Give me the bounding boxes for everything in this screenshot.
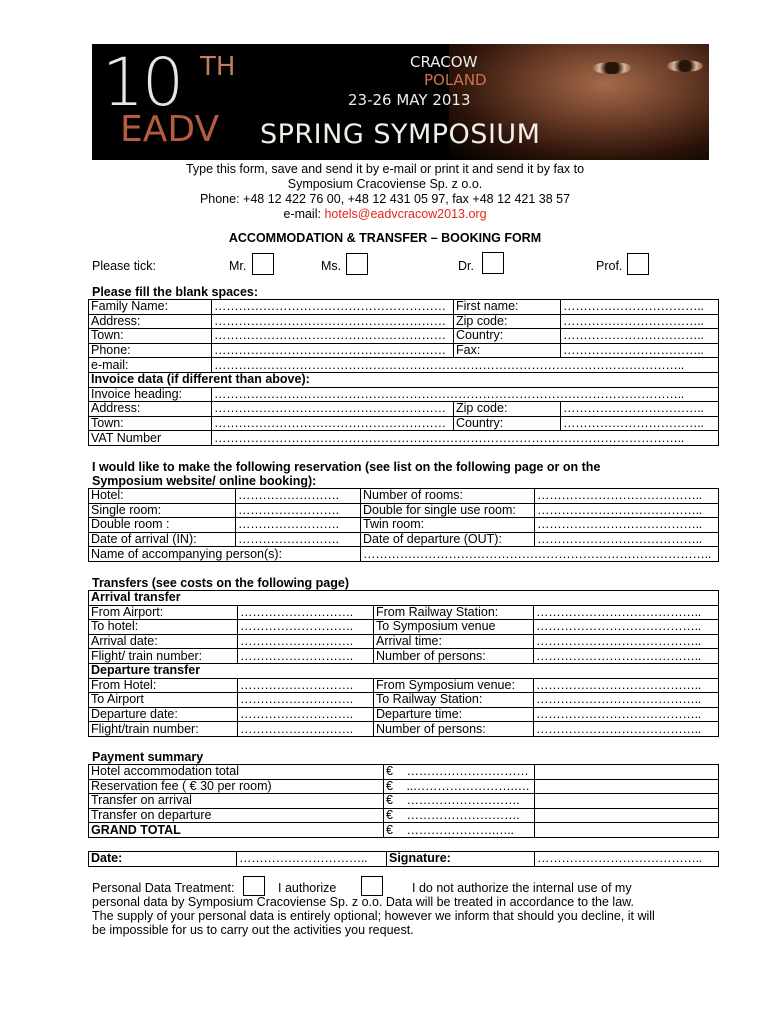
double-room-field[interactable]: ……………………. bbox=[236, 518, 361, 533]
grand-total-label: GRAND TOTAL bbox=[89, 823, 384, 838]
hotel-label: Hotel: bbox=[89, 489, 236, 504]
town-label: Town: bbox=[89, 329, 212, 344]
zip-label: Zip code: bbox=[454, 314, 561, 329]
signature-label: Signature: bbox=[387, 852, 535, 867]
banner-edition: 10 bbox=[102, 44, 182, 121]
euro-sign: € bbox=[384, 823, 405, 838]
table-row bbox=[89, 707, 719, 722]
payment-fee-label: Reservation fee ( € 30 per room) bbox=[89, 779, 384, 794]
table-row bbox=[89, 779, 719, 794]
invoice-address-field[interactable]: ………………………………………………… bbox=[212, 402, 454, 417]
table-row bbox=[89, 387, 719, 402]
payment-blank bbox=[535, 823, 719, 838]
banner-dates: 23-26 MAY 2013 bbox=[348, 91, 471, 109]
table-row bbox=[89, 693, 719, 708]
dsu-room-label: Double for single use room: bbox=[361, 503, 535, 518]
date-field[interactable]: ………………………….. bbox=[237, 852, 387, 867]
first-name-label: First name: bbox=[454, 300, 561, 315]
consent-prefix: Personal Data Treatment: bbox=[92, 881, 235, 895]
invoice-zip-field[interactable]: …………………………….. bbox=[561, 402, 719, 417]
departure-persons-label: Number of persons: bbox=[374, 722, 534, 737]
table-row bbox=[89, 794, 719, 809]
table-row bbox=[89, 663, 719, 678]
arrival-time-label: Arrival time: bbox=[374, 634, 534, 649]
zip-field[interactable]: …………………………….. bbox=[561, 314, 719, 329]
invoice-heading-field[interactable]: …………………………………………………………………………………………………….. bbox=[212, 387, 719, 402]
not-authorize-label: I do not authorize the internal use of my bbox=[412, 881, 632, 895]
rooms-label: Number of rooms: bbox=[361, 489, 535, 504]
to-venue-field[interactable]: ………………………………….. bbox=[534, 620, 719, 635]
rooms-field[interactable]: ………………………………….. bbox=[535, 489, 719, 504]
departure-time-field[interactable]: ………………………………….. bbox=[534, 707, 719, 722]
double-room-label: Double room : bbox=[89, 518, 236, 533]
payment-departure-label: Transfer on departure bbox=[89, 808, 384, 823]
departure-date-t-label: Departure date: bbox=[89, 707, 238, 722]
banner-eye-right bbox=[667, 60, 703, 72]
reservation-table bbox=[88, 488, 719, 562]
departure-date-t-field[interactable]: ………………………. bbox=[238, 707, 374, 722]
family-name-field[interactable]: ………………………………………………… bbox=[212, 300, 454, 315]
intro-line-2: Symposium Cracoviense Sp. z o.o. bbox=[287, 177, 483, 191]
invoice-heading: Invoice data (if different than above): bbox=[89, 372, 719, 387]
phone-label: Phone: bbox=[89, 343, 212, 358]
banner-country: POLAND bbox=[424, 71, 487, 89]
form-title: ACCOMMODATION & TRANSFER – BOOKING FORM bbox=[228, 231, 542, 245]
tick-label: Please tick: bbox=[92, 259, 156, 273]
euro-sign: € bbox=[384, 779, 405, 794]
table-row bbox=[89, 358, 719, 373]
transfers-heading: Transfers (see costs on the following page) bbox=[92, 576, 349, 590]
family-name-label: Family Name: bbox=[89, 300, 212, 315]
departure-persons-field[interactable]: ………………………………….. bbox=[534, 722, 719, 737]
to-airport-label: To Airport bbox=[89, 693, 238, 708]
fax-field[interactable]: …………………………….. bbox=[561, 343, 719, 358]
table-row bbox=[89, 823, 719, 838]
email-field[interactable]: …………………………………………………………………………………………………….. bbox=[212, 358, 719, 373]
table-row bbox=[89, 518, 719, 533]
payment-fee-field[interactable]: ..…………………….…. bbox=[405, 779, 535, 794]
arrival-date-label: Date of arrival (IN): bbox=[89, 532, 236, 547]
consent-line-4: be impossible for us to carry out the activities you request. bbox=[92, 923, 414, 937]
from-railway-field[interactable]: ………………………………….. bbox=[534, 605, 719, 620]
table-row bbox=[89, 620, 719, 635]
signoff-table bbox=[88, 851, 719, 867]
table-row bbox=[89, 372, 719, 387]
vat-field[interactable]: …………………………………………………………………………………………………….. bbox=[212, 431, 719, 446]
intro-email-line bbox=[0, 207, 770, 222]
grand-total-field[interactable]: ………………….….. bbox=[405, 823, 535, 838]
title-mr-label: Mr. bbox=[229, 259, 247, 273]
vat-label: VAT Number bbox=[89, 431, 212, 446]
payment-hotel-field[interactable]: ………………………… bbox=[405, 765, 535, 780]
invoice-country-field[interactable]: …………………………….. bbox=[561, 416, 719, 431]
invoice-heading-label: Invoice heading: bbox=[89, 387, 212, 402]
address-label: Address: bbox=[89, 314, 212, 329]
payment-departure-field[interactable]: ………………………. bbox=[405, 808, 535, 823]
consent-line-2: personal data by Symposium Cracoviense Sp. z o.o. Data will be treated in accordance to the law. bbox=[92, 895, 634, 909]
not-authorize-checkbox[interactable] bbox=[361, 876, 383, 896]
intro-line-3: Phone: +48 12 422 76 00, +48 12 431 05 97, fax +48 12 421 38 57 bbox=[199, 192, 571, 206]
banner-org: EADV bbox=[120, 109, 220, 150]
departure-flight-field[interactable]: ………………………. bbox=[238, 722, 374, 737]
town-field[interactable]: ………………………………………………… bbox=[212, 329, 454, 344]
payment-heading: Payment summary bbox=[92, 750, 204, 764]
authorize-checkbox[interactable] bbox=[243, 876, 265, 896]
email-field-label: e-mail: bbox=[89, 358, 212, 373]
departure-date-field[interactable]: ………………………………….. bbox=[535, 532, 719, 547]
departure-flight-label: Flight/train number: bbox=[89, 722, 238, 737]
reservation-heading-2: Symposium website/ online booking): bbox=[92, 474, 317, 488]
banner-eye-left bbox=[592, 62, 632, 74]
table-row bbox=[89, 343, 719, 358]
table-row bbox=[89, 634, 719, 649]
title-prof-checkbox[interactable] bbox=[627, 253, 649, 275]
payment-blank bbox=[535, 779, 719, 794]
table-row bbox=[89, 329, 719, 344]
to-railway-field[interactable]: ………………………………….. bbox=[534, 693, 719, 708]
payment-arrival-label: Transfer on arrival bbox=[89, 794, 384, 809]
table-row bbox=[89, 532, 719, 547]
title-dr-label: Dr. bbox=[458, 259, 474, 273]
fax-label: Fax: bbox=[454, 343, 561, 358]
invoice-town-label: Town: bbox=[89, 416, 212, 431]
from-venue-field[interactable]: ………………………………….. bbox=[534, 678, 719, 693]
title-ms-checkbox[interactable] bbox=[346, 253, 368, 275]
payment-blank bbox=[535, 808, 719, 823]
euro-sign: € bbox=[384, 765, 405, 780]
personal-table bbox=[88, 299, 719, 446]
from-airport-label: From Airport: bbox=[89, 605, 238, 620]
table-row bbox=[89, 402, 719, 417]
table-row bbox=[89, 416, 719, 431]
table-row bbox=[89, 649, 719, 664]
transfers-table bbox=[88, 590, 719, 737]
country-field[interactable]: …………………………….. bbox=[561, 329, 719, 344]
table-row bbox=[89, 852, 719, 867]
phone-field[interactable]: ………………………………………………… bbox=[212, 343, 454, 358]
invoice-town-field[interactable]: ………………………………………………… bbox=[212, 416, 454, 431]
from-airport-field[interactable]: ………………………. bbox=[238, 605, 374, 620]
authorize-label: I authorize bbox=[278, 881, 337, 895]
table-row bbox=[89, 722, 719, 737]
arrival-flight-field[interactable]: ………………………. bbox=[238, 649, 374, 664]
from-venue-label: From Symposium venue: bbox=[374, 678, 534, 693]
table-row bbox=[89, 605, 719, 620]
departure-time-label: Departure time: bbox=[374, 707, 534, 722]
country-label: Country: bbox=[454, 329, 561, 344]
arrival-time-field[interactable]: ………………………………….. bbox=[534, 634, 719, 649]
arrival-persons-field[interactable]: ………………………………….. bbox=[534, 649, 719, 664]
euro-sign: € bbox=[384, 794, 405, 809]
personal-heading: Please fill the blank spaces: bbox=[92, 285, 259, 299]
invoice-address-label: Address: bbox=[89, 402, 212, 417]
consent-line-3: The supply of your personal data is entirely optional; however we inform that should you decline, it will bbox=[92, 909, 655, 923]
arrival-transfer-heading: Arrival transfer bbox=[89, 591, 719, 606]
payment-arrival-field[interactable]: ………………………. bbox=[405, 794, 535, 809]
accompanying-field[interactable]: ………………………………………………………………………….. bbox=[361, 547, 719, 562]
symposium-banner bbox=[92, 44, 709, 160]
table-row bbox=[89, 808, 719, 823]
arrival-date-field[interactable]: ……………………. bbox=[236, 532, 361, 547]
address-field[interactable]: ………………………………………………… bbox=[212, 314, 454, 329]
intro-line-1: Type this form, save and send it by e-mail or print it and send it by fax to bbox=[185, 162, 585, 176]
twin-room-label: Twin room: bbox=[361, 518, 535, 533]
table-row bbox=[89, 591, 719, 606]
from-hotel-field[interactable]: ………………………. bbox=[238, 678, 374, 693]
signature-field[interactable]: ………………………………….. bbox=[535, 852, 719, 867]
email-label: e-mail: bbox=[283, 207, 325, 221]
title-mr-checkbox[interactable] bbox=[252, 253, 274, 275]
from-hotel-label: From Hotel: bbox=[89, 678, 238, 693]
single-room-label: Single room: bbox=[89, 503, 236, 518]
table-row bbox=[89, 431, 719, 446]
payment-hotel-label: Hotel accommodation total bbox=[89, 765, 384, 780]
table-row bbox=[89, 765, 719, 780]
table-row bbox=[89, 489, 719, 504]
payment-table bbox=[88, 764, 719, 838]
single-room-field[interactable]: ……………………. bbox=[236, 503, 361, 518]
arrival-persons-label: Number of persons: bbox=[374, 649, 534, 664]
departure-date-label: Date of departure (OUT): bbox=[361, 532, 535, 547]
table-row bbox=[89, 547, 719, 562]
reservation-heading-1: I would like to make the following reservation (see list on the following page or on the bbox=[92, 460, 601, 474]
to-venue-label: To Symposium venue bbox=[374, 620, 534, 635]
dsu-room-field[interactable]: ………………………………….. bbox=[535, 503, 719, 518]
email-link[interactable]: hotels@eadvcracow2013.org bbox=[324, 207, 487, 221]
from-railway-label: From Railway Station: bbox=[374, 605, 534, 620]
table-row bbox=[89, 503, 719, 518]
banner-edition-suffix: TH bbox=[200, 52, 236, 82]
arrival-flight-label: Flight/ train number: bbox=[89, 649, 238, 664]
euro-sign: € bbox=[384, 808, 405, 823]
twin-room-field[interactable]: ………………………………….. bbox=[535, 518, 719, 533]
banner-event: SPRING SYMPOSIUM bbox=[260, 119, 541, 150]
to-hotel-label: To hotel: bbox=[89, 620, 238, 635]
hotel-field[interactable]: ……………………. bbox=[236, 489, 361, 504]
date-label: Date: bbox=[89, 852, 237, 867]
table-row bbox=[89, 300, 719, 315]
arrival-date-t-field[interactable]: ………………………. bbox=[238, 634, 374, 649]
arrival-date-t-label: Arrival date: bbox=[89, 634, 238, 649]
table-row bbox=[89, 314, 719, 329]
first-name-field[interactable]: …………………………….. bbox=[561, 300, 719, 315]
departure-transfer-heading: Departure transfer bbox=[89, 663, 719, 678]
invoice-country-label: Country: bbox=[454, 416, 561, 431]
invoice-zip-label: Zip code: bbox=[454, 402, 561, 417]
to-railway-label: To Railway Station: bbox=[374, 693, 534, 708]
title-ms-label: Ms. bbox=[321, 259, 342, 273]
title-prof-label: Prof. bbox=[596, 259, 623, 273]
to-hotel-field[interactable]: ………………………. bbox=[238, 620, 374, 635]
payment-blank bbox=[535, 794, 719, 809]
title-dr-checkbox[interactable] bbox=[482, 252, 504, 274]
payment-blank bbox=[535, 765, 719, 780]
banner-city: CRACOW bbox=[410, 53, 478, 71]
accompanying-label: Name of accompanying person(s): bbox=[89, 547, 361, 562]
table-row bbox=[89, 678, 719, 693]
to-airport-field[interactable]: ………………………. bbox=[238, 693, 374, 708]
